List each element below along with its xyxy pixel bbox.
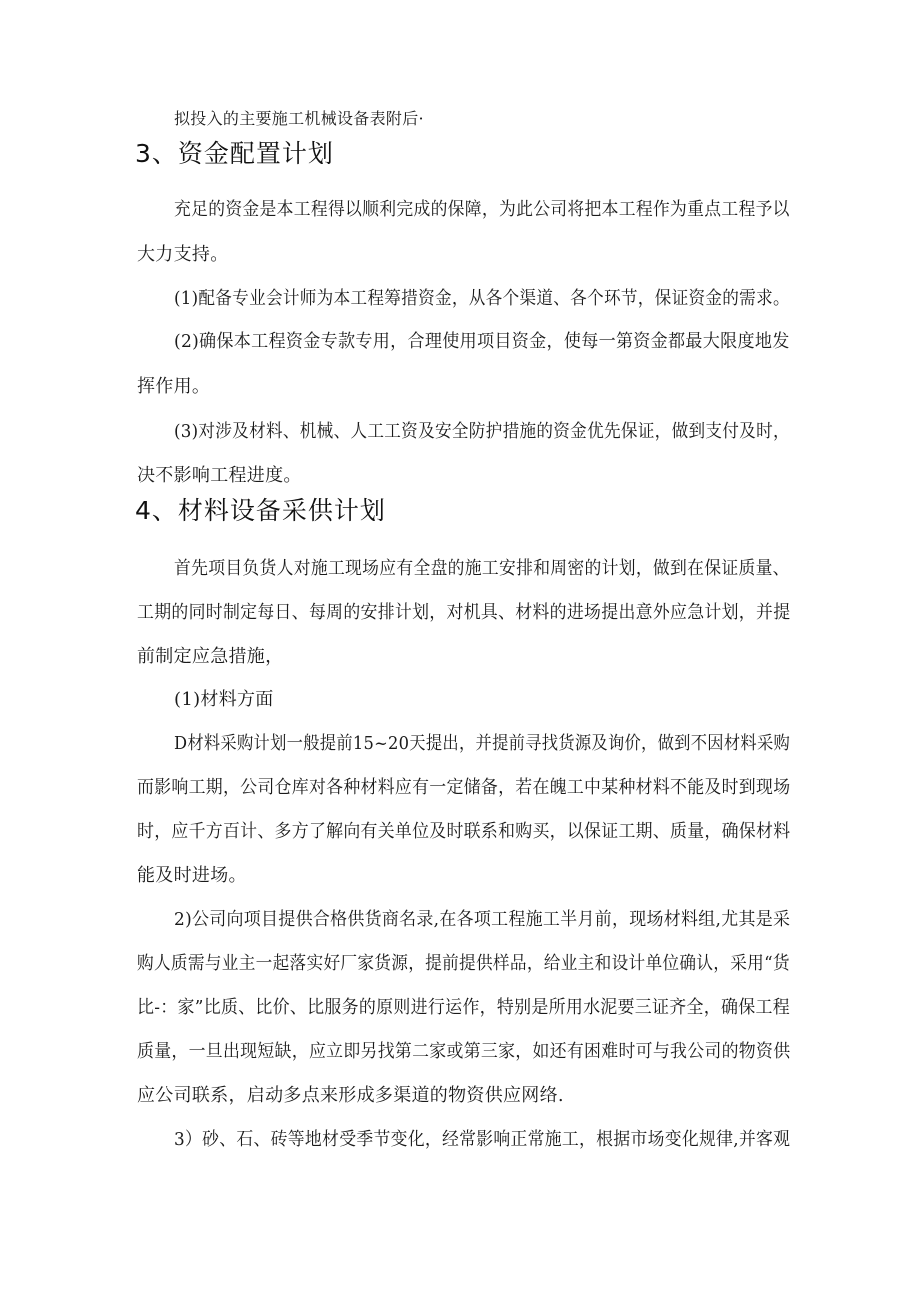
paragraph-line: 挥作用。 bbox=[137, 376, 211, 397]
paragraph-line: 购人质需与业主一起落实好厂家货源，提前提供样品，给业主和设计单位确认，采用“货 bbox=[137, 953, 790, 974]
paragraph-line: 大力支持。 bbox=[137, 244, 229, 265]
paragraph-line: 比-：家”比质、比价、比服务的原则进行运作，特别是所用水泥要三证齐全，确保工程 bbox=[137, 997, 790, 1018]
paragraph-line: 质量，一旦出现短缺，应立即另找第二家或第三家，如还有困难时可与我公司的物资供 bbox=[137, 1041, 791, 1062]
paragraph-line: 3）砂、石、砖等地材受季节变化，经常影响正常施工，根据市场变化规律,并客观 bbox=[174, 1129, 791, 1150]
paragraph-line: 首先项目负货人对施工现场应有全盘的施工安排和周密的计划，做到在保证质量、 bbox=[174, 558, 790, 579]
paragraph-line: 时，应千方百计、多方了解向有关单位及时联系和购买，以保证工期、质量，确保材料 bbox=[137, 821, 791, 842]
list-item-2: (2)确保本工程资金专款专用，合理使用项目资金，使每一第资金都最大限度地发 bbox=[174, 331, 790, 352]
paragraph-line: 2)公司向项目提供合格供货商名录,在各项工程施工半月前，现场材料组,尤其是采 bbox=[174, 909, 791, 930]
paragraph-line: 应公司联系，启动多点来形成多渠道的物资供应网络. bbox=[137, 1085, 564, 1106]
paragraph-line: 拟投入的主要施工机械设备表附后· bbox=[174, 109, 424, 128]
list-item-1: (1)配备专业会计师为本工程筹措资金，从各个渠道、各个环节，保证资金的需求。 bbox=[174, 288, 790, 309]
paragraph-line: 能及时进场。 bbox=[137, 865, 247, 886]
paragraph-line: 决不影响工程进度。 bbox=[137, 465, 302, 486]
paragraph-line: D材料采购计划一般提前15~20天提出，并提前寻找货源及询价，做到不因材料采购 bbox=[174, 733, 791, 754]
subsection-heading: (1)材料方面 bbox=[174, 689, 274, 710]
paragraph-line: 充足的资金是本工程得以顺利完成的保障，为此公司将把本工程作为重点工程予以 bbox=[174, 199, 790, 220]
paragraph-line: 而影响工期，公司仓库对各种材料应有一定储备，若在魄工中某种材料不能及时到现场 bbox=[137, 777, 791, 798]
section-heading-4: 4、材料设备采供计划 bbox=[135, 496, 386, 525]
list-item-3: (3)对涉及材料、机械、人工工资及安全防护措施的资金优先保证，做到支付及时， bbox=[174, 421, 790, 442]
section-heading-3: 3、资金配置计划 bbox=[135, 139, 334, 168]
paragraph-line: 工期的同时制定每日、每周的安排计划，对机具、材料的进场提出意外应急计划，并提 bbox=[137, 602, 791, 623]
paragraph-line: 前制定应急措施， bbox=[137, 646, 284, 667]
